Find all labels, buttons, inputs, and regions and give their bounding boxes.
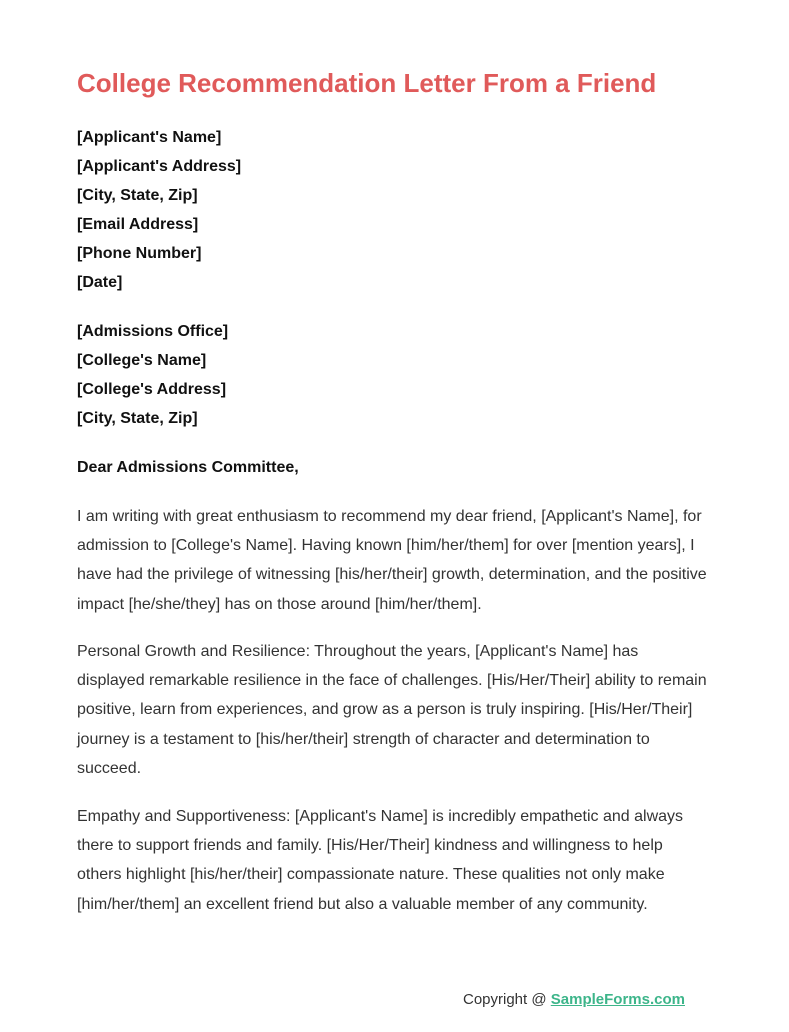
sender-address-block <box>77 123 241 297</box>
sender-line: [Date] <box>77 274 123 291</box>
body-paragraph: Personal Growth and Resilience: Throughout the years, [Applicant's Name] has displayed remarkable resilience in the face of challenges. [His/Her/Their] ability to remain positive, learn from experiences, and grow as a person is truly inspiring. [His/Her/Their] journey is a testament to [his/her/their] strength of character and determination to succeed. <box>77 643 707 777</box>
body-paragraph: I am writing with great enthusiasm to recommend my dear friend, [Applicant's Name], for admission to [College's Name]. Having known [him/her/them] for over [mention years], I have had the privilege of witnessing [his/her/their] growth, determination, and the positive impact [he/she/they] has on those around [him/her/them]. <box>77 508 707 613</box>
sender-line: [Email Address] <box>77 216 199 233</box>
recipient-line: [City, State, Zip] <box>77 410 198 427</box>
sender-line: [City, State, Zip] <box>77 187 198 204</box>
recipient-line: [Admissions Office] <box>77 323 229 340</box>
sender-line: [Phone Number] <box>77 245 202 262</box>
brand-link[interactable]: SampleForms.com <box>550 991 685 1008</box>
recipient-address-block <box>77 317 228 433</box>
salutation: Dear Admissions Committee, <box>77 459 299 476</box>
body-paragraph: Empathy and Supportiveness: [Applicant's Name] is incredibly empathetic and always there to support friends and family. [His/Her/Their] kindness and willingness to help others highlight [his/her/their] compassionate nature. These qualities not only make [him/her/them] an excellent friend but also a valuable member of any community. <box>77 808 684 913</box>
page-title: College Recommendation Letter From a Friend <box>77 68 657 98</box>
copyright-footer <box>463 988 685 1012</box>
sender-line: [Applicant's Name] <box>77 129 222 146</box>
sender-line: [Applicant's Address] <box>77 158 242 175</box>
recipient-line: [College's Address] <box>77 381 227 398</box>
recipient-line: [College's Name] <box>77 352 207 369</box>
copyright-text: Copyright @ <box>463 991 551 1008</box>
